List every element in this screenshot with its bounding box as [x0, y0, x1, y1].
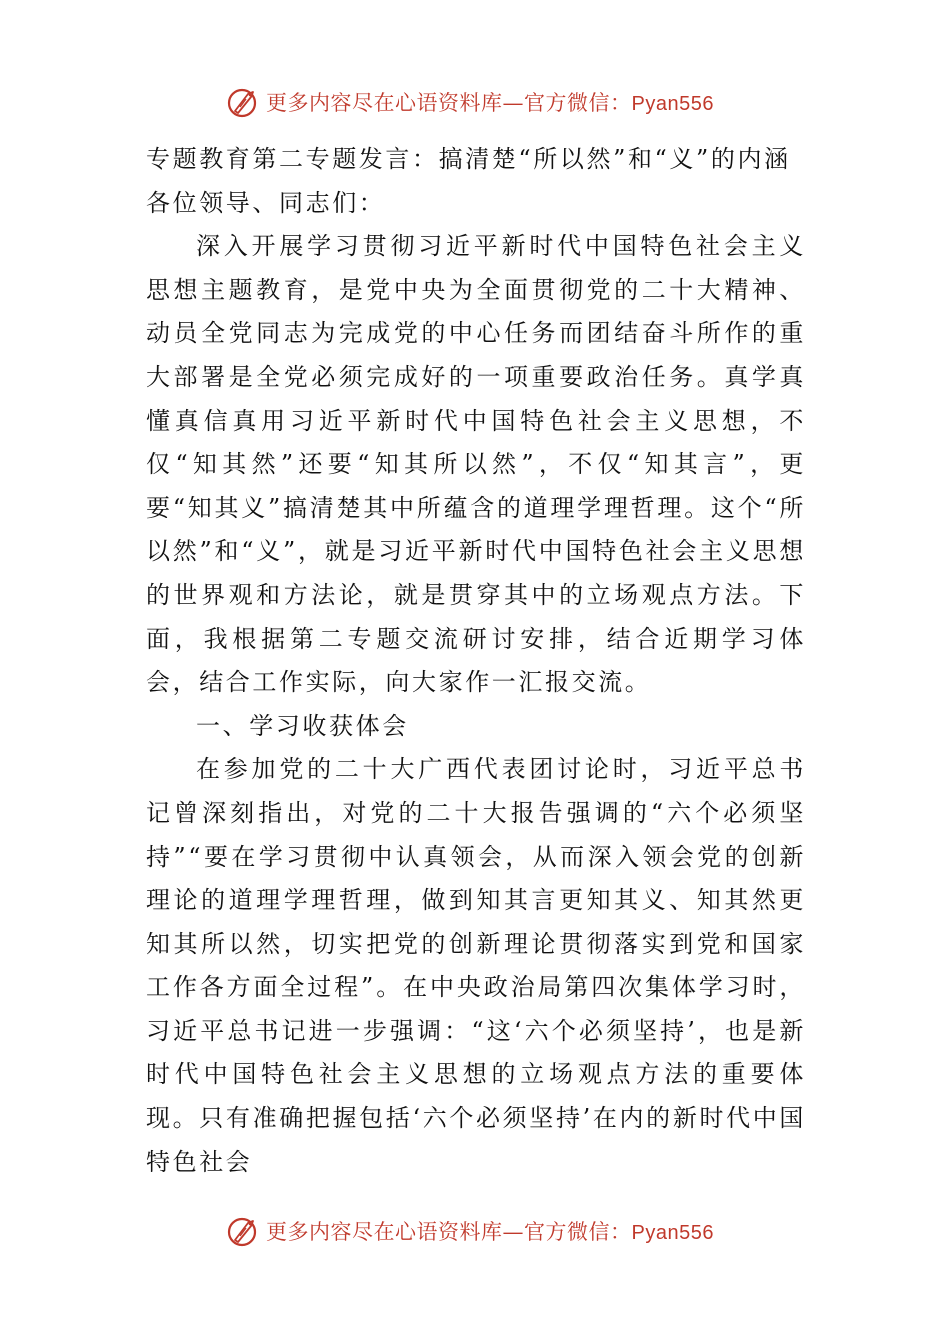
watermark-text	[266, 1216, 714, 1246]
paragraph-learning: 在参加党的二十大广西代表团讨论时，习近平总书记曾深刻指出，对党的二十大报告强调的“六个必须坚持”“要在学习贯彻中认真领会，从而深入领会党的创新理论的道理学理哲理，做到知其言更知其义、知其然更知其所以然，切实把党的创新理论贯彻落实到党和国家工作各方面全过程”。在中央政治局第四次集体学习时，习近平总书记进一步强调：“这‘六个必须坚持’，也是新时代中国特色社会主义思想的立场观点方法的重要体现。只有准确把握包括‘六个必须坚持’在内的新时代中国特色社会	[146, 755, 806, 1176]
watermark-site-text: 更多内容尽在心语资料库	[266, 1220, 503, 1244]
footer-watermark	[226, 1211, 746, 1251]
watermark-site-text: 更多内容尽在心语资料库	[266, 91, 503, 115]
watermark-wechat-id: Pyan556	[631, 93, 714, 115]
watermark-text	[266, 87, 714, 117]
watermark-separator: —	[502, 91, 524, 115]
header-watermark	[226, 82, 746, 122]
section-heading-1: 一、学习收获体会	[196, 711, 409, 740]
pen-nib-circle-icon	[226, 85, 260, 119]
salutation: 各位领导、同志们：	[146, 188, 386, 217]
watermark-official-label: 官方微信：	[524, 1220, 632, 1244]
watermark-separator: —	[502, 1220, 524, 1244]
watermark-official-label: 官方微信：	[524, 91, 632, 115]
watermark-wechat-id: Pyan556	[631, 1222, 714, 1244]
paragraph-intro: 深入开展学习贯彻习近平新时代中国特色社会主义思想主题教育，是党中央为全面贯彻党的二十大精神、动员全党同志为完成党的中心任务而团结奋斗所作的重大部署是全党必须完成好的一项重要政治任务。真学真懂真信真用习近平新时代中国特色社会主义思想，不仅“知其然”还要“知其所以然”，不仅“知其言”，更要“知其义”搞清楚其中所蕴含的道理学理哲理。这个“所以然”和“义”，就是习近平新时代中国特色社会主义思想的世界观和方法论，就是贯穿其中的立场观点方法。下面，我根据第二专题交流研讨安排，结合近期学习体会，结合工作实际，向大家作一汇报交流。	[146, 232, 806, 697]
document-body	[146, 138, 806, 1184]
document-title: 专题教育第二专题发言：搞清楚“所以然”和“义”的内涵	[146, 145, 791, 173]
pen-nib-circle-icon	[226, 1214, 260, 1248]
